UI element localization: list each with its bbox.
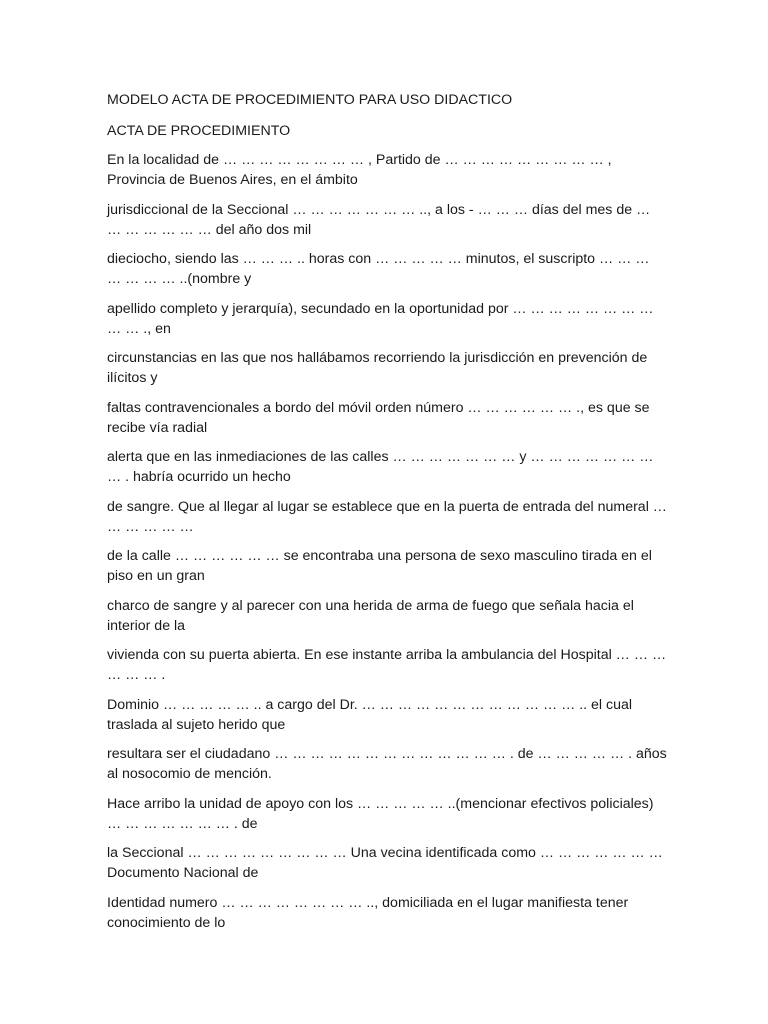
paragraph: de la calle … … … … … … se encontraba una persona de sexo masculino tirada en el piso en un gran (107, 548, 652, 584)
document-body (107, 90, 667, 942)
paragraph: de sangre. Que al llegar al lugar se establece que en la puerta de entrada del numeral … … … … … … (107, 498, 667, 535)
paragraph: faltas contravencionales a bordo del móvil orden número … … … … … … ., es que se recibe vía radial (107, 399, 650, 436)
document-title: MODELO ACTA DE PROCEDIMIENTO PARA USO DIDACTICO (107, 92, 513, 108)
document-subtitle: ACTA DE PROCEDIMIENTO (107, 123, 291, 139)
paragraph: la Seccional … … … … … … … … … Una vecina identificada como … … … … … … … Documento Nacional de (107, 845, 663, 881)
paragraph: alerta que en las inmediaciones de las calles … … … … … … … y … … … … … … … … . habría ocurrido un hecho (107, 449, 654, 485)
paragraph: apellido completo y jerarquía), secundado en la oportunidad por … … … … … … … … … … ., en (107, 300, 654, 337)
paragraph: Hace arribo la unidad de apoyo con los … … … … … ..(mencionar efectivos policiales) … … … … … … … . de (107, 795, 654, 832)
paragraph: En la localidad de … … … … … … … … , Partido de … … … … … … … … … , Provincia de Buenos Aires, en el ámbito (107, 152, 612, 188)
paragraph: circunstancias en las que nos hallábamos recorriendo la jurisdicción en prevención de ilícitos y (107, 350, 648, 386)
paragraph: vivienda con su puerta abierta. En ese instante arriba la ambulancia del Hospital … … … … … … . (107, 647, 667, 683)
paragraph: resultara ser el ciudadano … … … … … … … … … … … … … . de … … … … … . años al nosocomio de mención. (107, 746, 667, 782)
paragraph: jurisdiccional de la Seccional … … … … … … … .., a los - … … … días del mes de … … … … … … … del año dos mil (107, 201, 651, 238)
paragraph: charco de sangre y al parecer con una herida de arma de fuego que señala hacia el interior de la (107, 597, 634, 634)
paragraph: dieciocho, siendo las … … … .. horas con … … … … … minutos, el suscripto … … … … … … … ..(nombre y (107, 251, 650, 287)
paragraph: Identidad numero … … … … … … … … .., domiciliada en el lugar manifiesta tener conocimiento de lo (107, 894, 629, 931)
paragraph: Dominio … … … … … .. a cargo del Dr. … … … … … … … … … … … … .. el cual traslada al sujeto herido que (107, 696, 633, 733)
